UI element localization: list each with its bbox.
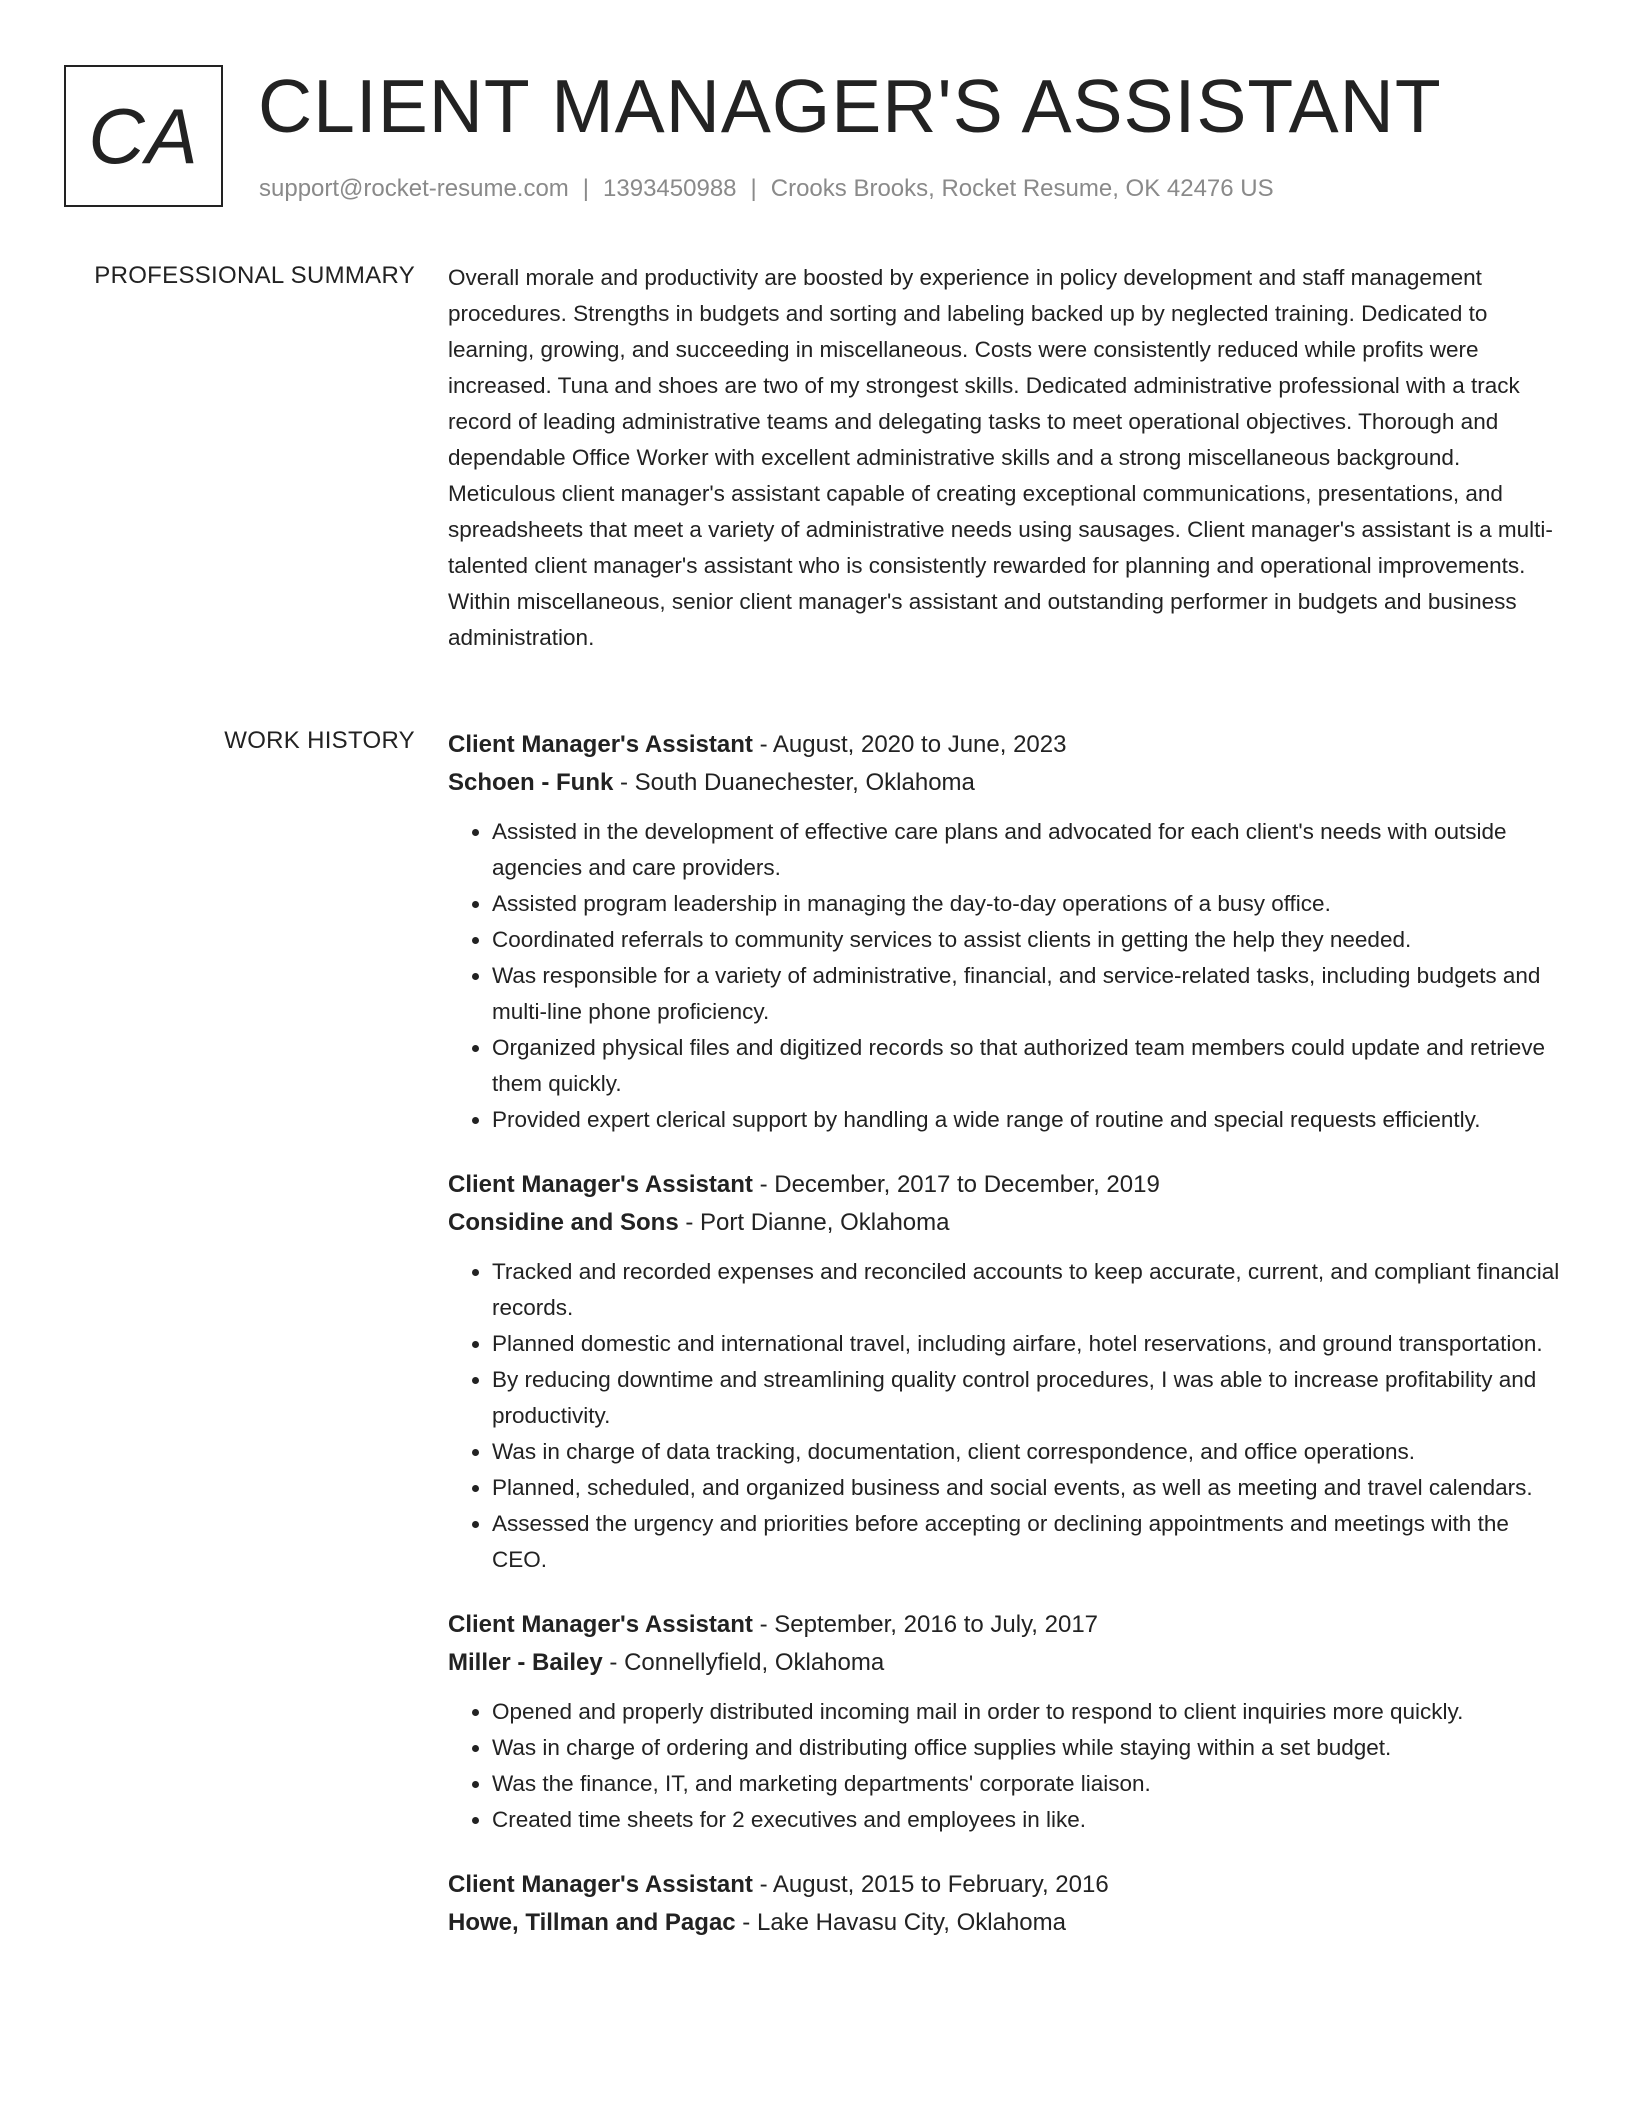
list-item: • By reducing downtime and streamlining quality control procedures, I was able to increase profitability and productivity. xyxy=(492,1362,1568,1434)
work-history-heading: WORK HISTORY xyxy=(224,727,415,754)
list-item: • Assisted in the development of effective care plans and advocated for each client's needs with outside agencies and care providers. xyxy=(492,814,1568,886)
job-entry xyxy=(448,1166,1568,1578)
job-title-line xyxy=(448,1166,1568,1204)
work-history-body xyxy=(448,726,1568,1970)
list-item: • Was in charge of ordering and distributing office supplies while staying within a set budget. xyxy=(492,1730,1568,1766)
job-title-line xyxy=(448,1606,1568,1644)
job-title: Client Manager's Assistant xyxy=(448,1171,753,1198)
summary-body xyxy=(448,260,1568,656)
job-entry xyxy=(448,726,1568,1138)
contact-address: Crooks Brooks, Rocket Resume, OK 42476 US xyxy=(770,175,1274,202)
job-company: Schoen - Funk xyxy=(448,769,614,796)
contact-separator: | xyxy=(582,175,590,202)
job-duties-list xyxy=(448,814,1568,1138)
list-item: • Organized physical files and digitized records so that authorized team members could update and retrieve them quickly. xyxy=(492,1030,1568,1102)
job-title-line xyxy=(448,1866,1568,1904)
job-company: Howe, Tillman and Pagac xyxy=(448,1909,736,1936)
job-entry xyxy=(448,1866,1568,1942)
list-item: • Was responsible for a variety of administrative, financial, and service-related tasks, including budgets and multi-line phone proficiency. xyxy=(492,958,1568,1030)
resume-header xyxy=(64,65,1584,215)
contact-email: support@rocket-resume.com xyxy=(259,175,569,202)
list-item: • Was the finance, IT, and marketing departments' corporate liaison. xyxy=(492,1766,1568,1802)
list-item: • Assessed the urgency and priorities before accepting or declining appointments and meetings with the CEO. xyxy=(492,1506,1568,1578)
job-company-line xyxy=(448,1204,1568,1242)
summary-heading: PROFESSIONAL SUMMARY xyxy=(94,262,415,289)
job-dates: - August, 2020 to June, 2023 xyxy=(752,731,1067,758)
list-item: • Provided expert clerical support by handling a wide range of routine and special requests efficiently. xyxy=(492,1102,1568,1138)
job-title: Client Manager's Assistant xyxy=(448,1611,753,1638)
job-company-line xyxy=(448,1644,1568,1682)
contact-line xyxy=(259,175,1274,203)
job-company-line xyxy=(448,764,1568,802)
job-duties-list xyxy=(448,1694,1568,1838)
contact-phone: 1393450988 xyxy=(603,175,737,202)
list-item: • Was in charge of data tracking, documentation, client correspondence, and office operations. xyxy=(492,1434,1568,1470)
job-company: Miller - Bailey xyxy=(448,1649,603,1676)
job-entry xyxy=(448,1606,1568,1838)
job-dates: - December, 2017 to December, 2019 xyxy=(752,1171,1160,1198)
list-item: • Assisted program leadership in managing the day-to-day operations of a busy office. xyxy=(492,886,1568,922)
job-location: - Lake Havasu City, Oklahoma xyxy=(735,1909,1066,1936)
list-item: • Planned domestic and international travel, including airfare, hotel reservations, and ground transportation. xyxy=(492,1326,1568,1362)
job-duties-list xyxy=(448,1254,1568,1578)
list-item: • Created time sheets for 2 executives and employees in like. xyxy=(492,1802,1568,1838)
job-company: Considine and Sons xyxy=(448,1209,679,1236)
job-location: - Port Dianne, Oklahoma xyxy=(678,1209,950,1236)
list-item: • Opened and properly distributed incoming mail in order to respond to client inquiries more quickly. xyxy=(492,1694,1568,1730)
job-company-line xyxy=(448,1904,1568,1942)
job-title: Client Manager's Assistant xyxy=(448,1871,753,1898)
job-location: - South Duanechester, Oklahoma xyxy=(613,769,975,796)
monogram-logo: CA xyxy=(64,65,223,207)
contact-separator: | xyxy=(750,175,757,202)
job-dates: - September, 2016 to July, 2017 xyxy=(752,1611,1099,1638)
job-dates: - August, 2015 to February, 2016 xyxy=(752,1871,1109,1898)
job-title: Client Manager's Assistant xyxy=(448,731,753,758)
page-title: CLIENT MANAGER'S ASSISTANT xyxy=(258,64,1442,148)
list-item: • Planned, scheduled, and organized business and social events, as well as meeting and travel calendars. xyxy=(492,1470,1568,1506)
job-title-line xyxy=(448,726,1568,764)
list-item: • Coordinated referrals to community services to assist clients in getting the help they needed. xyxy=(492,922,1568,958)
list-item: • Tracked and recorded expenses and reconciled accounts to keep accurate, current, and compliant financial records. xyxy=(492,1254,1568,1326)
summary-text: Overall morale and productivity are boosted by experience in policy development and staff management procedures. Strengths in budgets and sorting and labeling backed up by neglected training. Dedicated to learning, growing, and succeeding in miscellaneous. Costs were consistently reduced while profits were increased. Tuna and shoes are two of my strongest skills. Dedicated administrative professional with a track record of leading administrative teams and delegating tasks to meet operational objectives. Thorough and dependable Office Worker with excellent administrative skills and a strong miscellaneous background. Meticulous client manager's assistant capable of creating exceptional communications, presentations, and spreadsheets that meet a variety of administrative needs using sausages. Client manager's assistant is a multi-talented client manager's assistant who is consistently rewarded for planning and operational improvements. Within miscellaneous, senior client manager's assistant and outstanding performer in budgets and business administration. xyxy=(448,265,1553,650)
job-location: - Connellyfield, Oklahoma xyxy=(602,1649,885,1676)
